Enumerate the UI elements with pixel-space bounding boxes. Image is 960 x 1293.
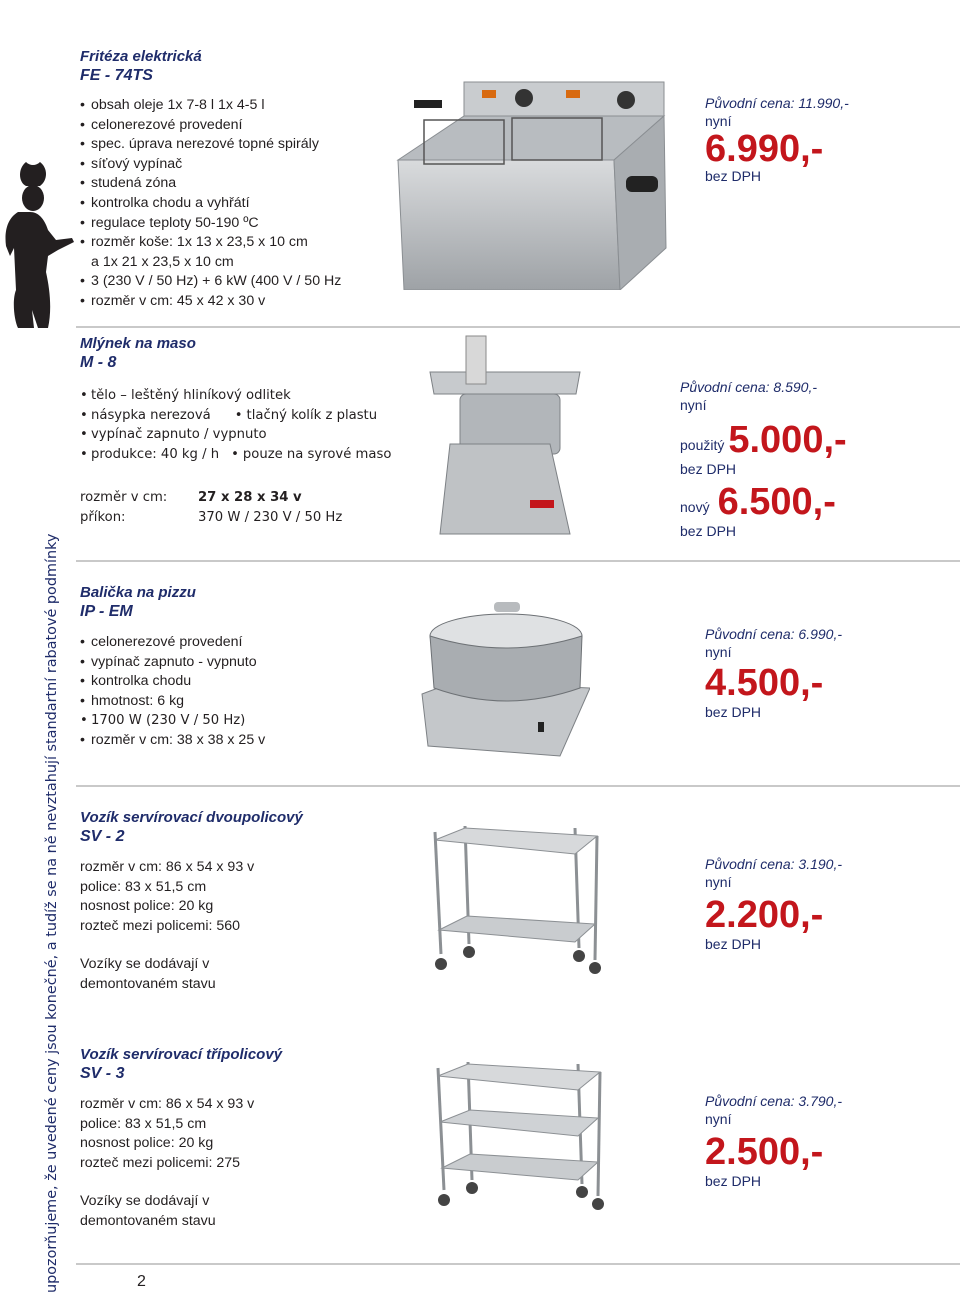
product-model: SV - 3 bbox=[80, 1065, 125, 1082]
feature-item: • násypka nerezová • tlačný kolík z plastu bbox=[80, 406, 410, 426]
product-title bbox=[80, 47, 202, 85]
price-block bbox=[705, 1092, 842, 1190]
feature-list bbox=[80, 96, 400, 312]
original-price: Původní cena: 6.990,- bbox=[705, 626, 842, 642]
product-title bbox=[80, 334, 196, 372]
product-name: Vozík servírovací třípolicový bbox=[80, 1046, 283, 1063]
feature-item: • celonerezové provedení bbox=[80, 116, 400, 136]
feature-item: • síťový vypínač bbox=[80, 155, 400, 175]
feature-item: • regulace teploty 50-190 ºC bbox=[80, 214, 400, 234]
price-block bbox=[705, 625, 842, 721]
vat-label: bez DPH bbox=[705, 1173, 762, 1189]
product-model: M - 8 bbox=[80, 354, 117, 371]
vat-label: bez DPH bbox=[680, 461, 737, 477]
feature-item: • rozměr v cm: 45 x 42 x 30 v bbox=[80, 292, 400, 312]
feature-item: • 3 (230 V / 50 Hz) + 6 kW (400 V / 50 Hz bbox=[80, 272, 400, 292]
vertical-disclaimer: upozorňujeme, že uvedené ceny jsou konečné, a tudíž se na ně nevztahují standartní rabatové podmínky bbox=[44, 533, 60, 1293]
used-price: 5.000,- bbox=[728, 419, 847, 461]
feature-item: a 1x 21 x 23,5 x 10 cm bbox=[91, 253, 234, 270]
sale-price: 4.500,- bbox=[705, 662, 824, 704]
feature-item: • 1700 W (230 V / 50 Hz) bbox=[80, 711, 400, 731]
now-label: nyní bbox=[705, 1111, 732, 1127]
pizza-wrapper-image bbox=[420, 596, 590, 758]
product-title bbox=[80, 1045, 282, 1083]
meat-grinder-image bbox=[420, 334, 590, 544]
product-title bbox=[80, 808, 303, 846]
feature-item: • obsah oleje 1x 7-8 l 1x 4-5 l bbox=[80, 96, 400, 116]
spec-line: nosnost police: 20 kg bbox=[80, 1135, 214, 1152]
vat-label: bez DPH bbox=[705, 704, 762, 720]
feature-item: • celonerezové provedení bbox=[80, 633, 400, 653]
cart-three-shelf-image bbox=[428, 1060, 608, 1212]
product-title bbox=[80, 583, 196, 621]
now-label: nyní bbox=[680, 397, 707, 413]
used-label: použitý bbox=[680, 437, 725, 453]
original-price: Původní cena: 3.190,- bbox=[705, 856, 842, 872]
spec-value: 27 x 28 x 34 v bbox=[198, 490, 302, 505]
spec-line: police: 83 x 51,5 cm bbox=[80, 1115, 207, 1132]
feature-item: • kontrolka chodu a vyhřátí bbox=[80, 194, 400, 214]
product-model: SV - 2 bbox=[80, 828, 125, 845]
new-price-row bbox=[680, 482, 940, 522]
spec-line: rozteč mezi policemi: 560 bbox=[80, 917, 241, 934]
original-price: Původní cena: 8.590,- bbox=[680, 379, 817, 395]
feature-item: • hmotnost: 6 kg bbox=[80, 692, 400, 712]
spec-lines bbox=[80, 858, 254, 995]
product-model: IP - EM bbox=[80, 603, 133, 620]
separator bbox=[76, 785, 960, 787]
feature-item: • studená zóna bbox=[80, 174, 400, 194]
feature-item: • rozměr v cm: 38 x 38 x 25 v bbox=[80, 731, 400, 751]
feature-item: • produkce: 40 kg / h • pouze na syrové maso bbox=[80, 445, 410, 465]
chef-silhouette-icon bbox=[4, 160, 76, 330]
new-label: nový bbox=[680, 499, 710, 515]
fryer-image bbox=[394, 78, 672, 290]
feature-item: • vypínač zapnuto - vypnuto bbox=[80, 653, 400, 673]
used-price-row bbox=[680, 420, 940, 460]
price-block bbox=[705, 855, 842, 953]
feature-item: • vypínač zapnuto / vypnuto bbox=[80, 425, 410, 445]
feature-item: • rozměr koše: 1x 13 x 23,5 x 10 cm bbox=[80, 233, 400, 253]
page-number: 2 bbox=[137, 1273, 146, 1290]
spec-label: rozměr v cm: bbox=[80, 490, 168, 505]
feature-item: • kontrolka chodu bbox=[80, 672, 400, 692]
now-label: nyní bbox=[705, 874, 732, 890]
now-label: nyní bbox=[705, 113, 732, 129]
price-block bbox=[680, 378, 940, 540]
assembly-note: demontovaném stavu bbox=[80, 975, 216, 992]
spec-table bbox=[80, 488, 342, 527]
feature-list bbox=[80, 386, 410, 464]
separator bbox=[76, 326, 960, 328]
feature-item: • tělo – leštěný hliníkový odlitek bbox=[80, 386, 410, 406]
original-price: Původní cena: 3.790,- bbox=[705, 1093, 842, 1109]
spec-line: police: 83 x 51,5 cm bbox=[80, 878, 207, 895]
product-name: Balička na pizzu bbox=[80, 584, 196, 601]
cart-two-shelf-image bbox=[425, 824, 605, 976]
spec-line: rozměr v cm: 86 x 54 x 93 v bbox=[80, 859, 255, 875]
sale-price: 6.990,- bbox=[705, 128, 824, 170]
product-name: Mlýnek na maso bbox=[80, 335, 196, 352]
feature-item: • spec. úprava nerezové topné spirály bbox=[80, 135, 400, 155]
spec-line: nosnost police: 20 kg bbox=[80, 898, 214, 915]
assembly-note: Vozíky se dodávají v bbox=[80, 1193, 210, 1210]
vat-label: bez DPH bbox=[680, 523, 737, 539]
spec-line: rozteč mezi policemi: 275 bbox=[80, 1154, 241, 1171]
sale-price: 2.200,- bbox=[705, 894, 824, 936]
sale-price: 2.500,- bbox=[705, 1131, 824, 1173]
now-label: nyní bbox=[705, 644, 732, 660]
assembly-note: demontovaném stavu bbox=[80, 1212, 216, 1229]
spec-label: příkon: bbox=[80, 509, 126, 525]
spec-lines bbox=[80, 1095, 254, 1232]
vat-label: bez DPH bbox=[705, 168, 762, 184]
feature-list bbox=[80, 633, 400, 751]
assembly-note: Vozíky se dodávají v bbox=[80, 956, 210, 973]
separator bbox=[76, 1263, 960, 1265]
product-name: Vozík servírovací dvoupolicový bbox=[80, 809, 303, 826]
new-price: 6.500,- bbox=[717, 481, 836, 523]
product-model: FE - 74TS bbox=[80, 67, 153, 84]
spec-line: rozměr v cm: 86 x 54 x 93 v bbox=[80, 1096, 255, 1112]
spec-value: 370 W / 230 V / 50 Hz bbox=[198, 509, 343, 525]
original-price: Původní cena: 11.990,- bbox=[705, 95, 849, 111]
price-block bbox=[705, 94, 849, 185]
separator bbox=[76, 560, 960, 562]
vat-label: bez DPH bbox=[705, 936, 762, 952]
product-name: Fritéza elektrická bbox=[80, 48, 202, 65]
